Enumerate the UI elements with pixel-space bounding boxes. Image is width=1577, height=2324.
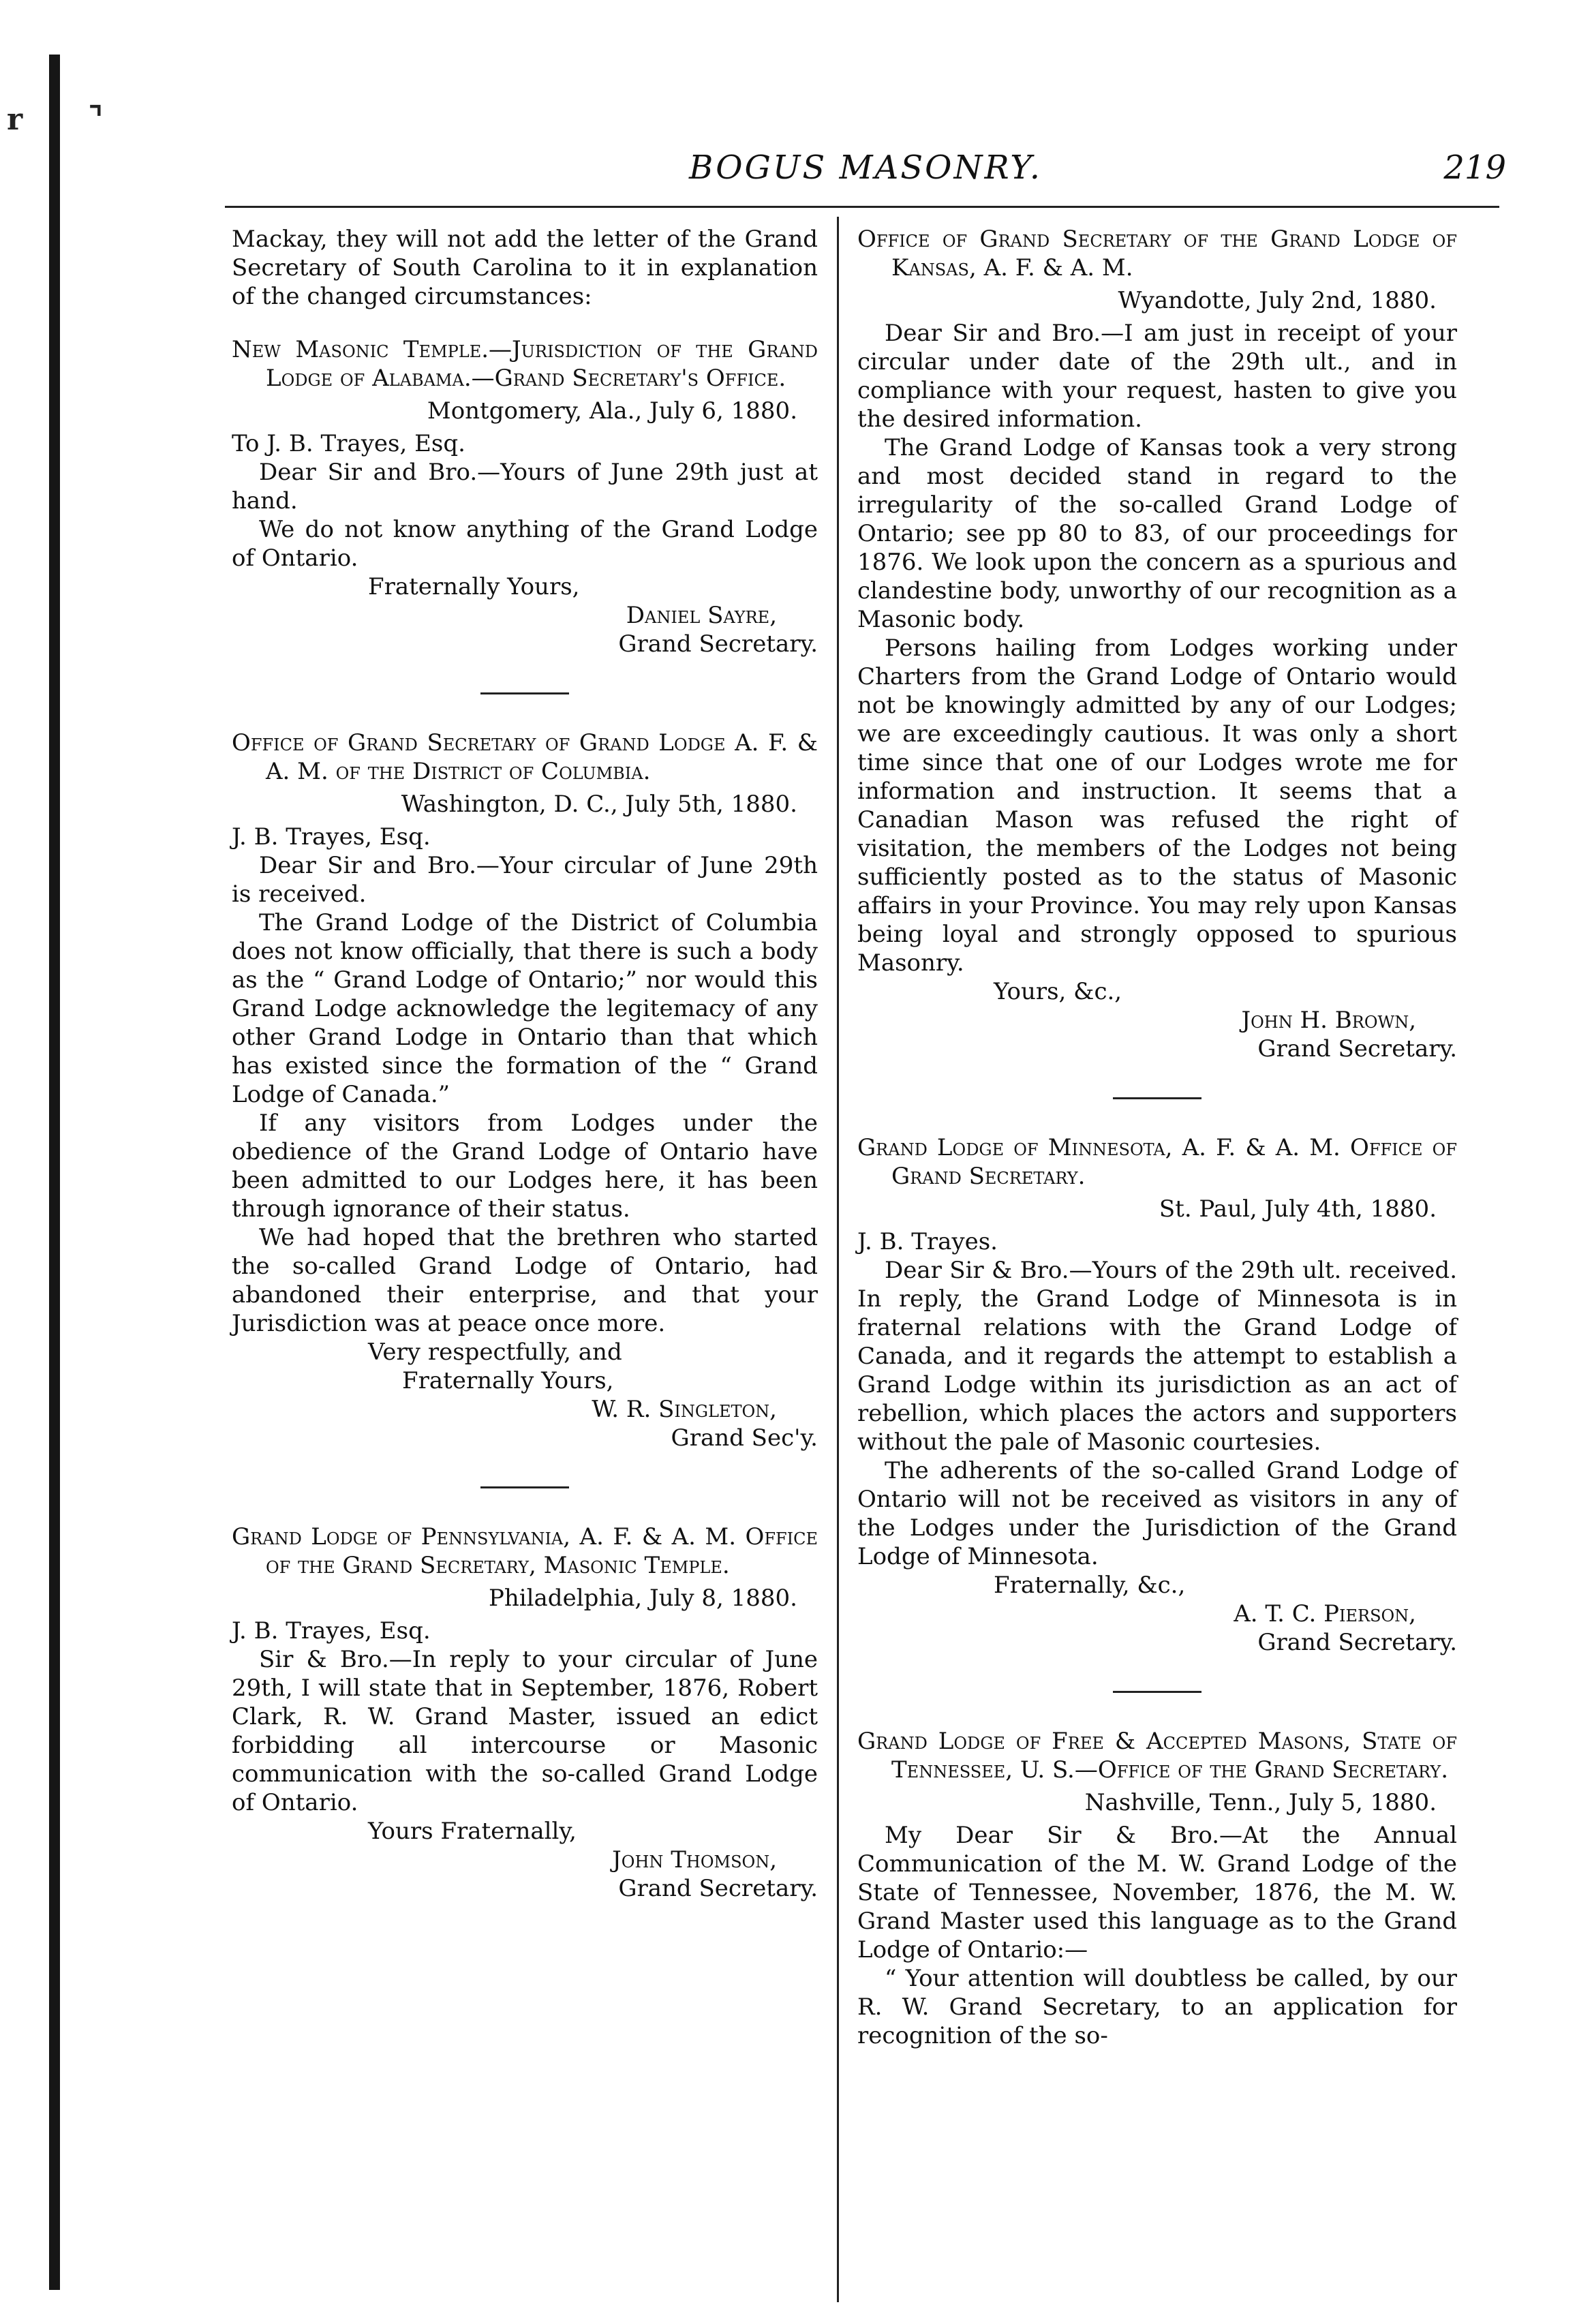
letter-addressee: J. B. Trayes, Esq. bbox=[232, 823, 431, 851]
signatory-title: Grand Secretary. bbox=[1257, 1629, 1457, 1656]
signatory-title: Grand Secretary. bbox=[618, 1875, 818, 1902]
letter-paragraph: Persons hailing from Lodges working under Charters from the Grand Lodge of Ontario would not be knowingly admitted by any of our Lodges; we are exceedingly cautious. It was only a short time since that one of our Lodges wrote me for information and instruction. It seems that a Canadian Mason was refused the right of visitation, the members of the Lodges not being sufficiently posted as to the status of Masonic affairs in your Province. You may rely upon Kansas being loyal and strongly opposed to spurious Masonry. bbox=[857, 634, 1457, 977]
section-separator bbox=[480, 1486, 569, 1488]
section-separator bbox=[1113, 1691, 1201, 1693]
letter-paragraph: Dear Sir and Bro.—Your circular of June 29th is received. bbox=[232, 852, 818, 908]
signatory-title: Grand Sec'y. bbox=[671, 1424, 818, 1452]
letter-dateline: Nashville, Tenn., July 5, 1880. bbox=[1084, 1789, 1437, 1816]
signatory-name: John H. Brown, bbox=[1241, 1007, 1416, 1034]
page-number: 219 bbox=[1443, 149, 1506, 187]
letter-paragraph: Dear Sir and Bro.—Yours of June 29th just at hand. bbox=[232, 459, 818, 515]
letter-paragraph: The Grand Lodge of Kansas took a very strong and most decided stand in regard to the irregularity of the so-called Grand Lodge of Ontario; see pp 80 to 83, of our proceedings for 1876. We look upon the concern as a spurious and clandestine body, unworthy of our recognition as a Masonic body. bbox=[857, 434, 1457, 633]
left-column bbox=[232, 225, 818, 1903]
letter-addressee: To J. B. Trayes, Esq. bbox=[232, 430, 465, 457]
letter-closing: Fraternally Yours, bbox=[368, 573, 580, 600]
letter-closing: Yours Fraternally, bbox=[368, 1818, 577, 1845]
page-header bbox=[225, 136, 1506, 198]
letter-dateline: Wyandotte, July 2nd, 1880. bbox=[1118, 287, 1437, 314]
letter-dateline: Montgomery, Ala., July 6, 1880. bbox=[427, 397, 797, 425]
letter-heading: Grand Lodge of Pennsylvania, A. F. & A. M. Office of the Grand Secretary, Masonic Temple. bbox=[232, 1523, 818, 1579]
letter-pennsylvania bbox=[232, 1523, 818, 1903]
signatory-title: Grand Secretary. bbox=[1257, 1035, 1457, 1062]
letter-kansas bbox=[857, 225, 1457, 1063]
letter-paragraph: Dear Sir & Bro.—Yours of the 29th ult. received. In reply, the Grand Lodge of Minnesota is in fraternal relations with the Grand Lodge of Canada, and it regards the attempt to establish a Grand Lodge within its jurisdiction as an act of rebellion, which places the actors and supporters without the pale of Masonic courtesies. bbox=[857, 1257, 1457, 1456]
letter-dateline: St. Paul, July 4th, 1880. bbox=[1159, 1195, 1437, 1223]
section-separator bbox=[1113, 1097, 1201, 1099]
binding-edge bbox=[49, 55, 60, 2290]
signatory-name: Daniel Sayre, bbox=[626, 602, 777, 629]
letter-addressee: J. B. Trayes. bbox=[857, 1228, 998, 1255]
letter-dateline: Washington, D. C., July 5th, 1880. bbox=[401, 791, 797, 818]
letter-heading: Grand Lodge of Free & Accepted Masons, State of Tennessee, U. S.—Office of the Grand Secretary. bbox=[857, 1728, 1457, 1784]
margin-mark-top: ⌝ bbox=[89, 101, 103, 136]
letter-paragraph: Sir & Bro.—In reply to your circular of June 29th, I will state that in September, 1876, Robert Clark, R. W. Grand Master, issued an edict forbidding all intercourse or Masonic communication with the so-called Grand Lodge of Ontario. bbox=[232, 1646, 818, 1816]
letter-paragraph: My Dear Sir & Bro.—At the Annual Communication of the M. W. Grand Lodge of the State of Tennessee, November, 1876, the M. W. Grand Master used this language as to the Grand Lodge of Ontario:— bbox=[857, 1822, 1457, 1963]
letter-paragraph: We had hoped that the brethren who started the so-called Grand Lodge of Ontario, had abandoned their enterprise, and that your Jurisdiction was at peace once more. bbox=[232, 1224, 818, 1337]
letter-tennessee bbox=[857, 1727, 1457, 2050]
letter-paragraph: The Grand Lodge of the District of Columbia does not know officially, that there is such a body as the “ Grand Lodge of Ontario;” nor would this Grand Lodge acknowledge the legitemacy of any other Grand Lodge in Ontario than that which has existed since the formation of the “ Grand Lodge of Canada.” bbox=[232, 909, 818, 1108]
intro-paragraph: Mackay, they will not add the letter of the Grand Secretary of South Carolina to it in explanation of the changed circumstances: bbox=[232, 226, 818, 310]
letter-paragraph: The adherents of the so-called Grand Lodge of Ontario will not be received as visitors in any of the Lodges under the Jurisdiction of the Grand Lodge of Minnesota. bbox=[857, 1457, 1457, 1570]
letter-alabama bbox=[232, 335, 818, 658]
letter-closing: Yours, &c., bbox=[994, 978, 1122, 1005]
margin-mark-left: r bbox=[7, 102, 23, 137]
letter-paragraph: We do not know anything of the Grand Lodge of Ontario. bbox=[232, 516, 818, 572]
letter-district-of-columbia bbox=[232, 729, 818, 1452]
signatory-name: W. R. Singleton, bbox=[592, 1396, 777, 1423]
letter-closing: Fraternally Yours, bbox=[402, 1367, 614, 1394]
right-column bbox=[857, 225, 1457, 2050]
letter-closing: Fraternally, &c., bbox=[994, 1572, 1186, 1599]
section-separator bbox=[480, 692, 569, 694]
running-title: BOGUS MASONRY. bbox=[689, 149, 1042, 187]
letter-minnesota bbox=[857, 1133, 1457, 1657]
signatory-title: Grand Secretary. bbox=[618, 630, 818, 658]
column-divider bbox=[837, 217, 839, 2302]
letter-paragraph: Dear Sir and Bro.—I am just in receipt of your circular under date of the 29th ult., and in compliance with your request, hasten to give you the desired information. bbox=[857, 320, 1457, 433]
letter-heading: Grand Lodge of Minnesota, A. F. & A. M. Office of Grand Secretary. bbox=[857, 1134, 1457, 1190]
letter-paragraph: If any visitors from Lodges under the obedience of the Grand Lodge of Ontario have been admitted to our Lodges here, it has been through ignorance of their status. bbox=[232, 1110, 818, 1223]
letter-heading: Office of Grand Secretary of Grand Lodge A. F. & A. M. of the District of Columbia. bbox=[232, 729, 818, 785]
signatory-name: John Thomson, bbox=[612, 1846, 777, 1874]
letter-closing: Very respectfully, and bbox=[368, 1339, 622, 1366]
letter-heading: Office of Grand Secretary of the Grand Lodge of Kansas, A. F. & A. M. bbox=[857, 226, 1457, 281]
letter-heading: New Masonic Temple.—Jurisdiction of the Grand Lodge of Alabama.—Grand Secretary's Office. bbox=[232, 336, 818, 392]
letter-dateline: Philadelphia, July 8, 1880. bbox=[489, 1585, 797, 1612]
signatory-name: A. T. C. Pierson, bbox=[1234, 1600, 1416, 1627]
header-rule bbox=[225, 206, 1499, 208]
letter-addressee: J. B. Trayes, Esq. bbox=[232, 1617, 431, 1645]
letter-paragraph: “ Your attention will doubtless be called, by our R. W. Grand Secretary, to an application for recognition of the so- bbox=[857, 1965, 1457, 2049]
